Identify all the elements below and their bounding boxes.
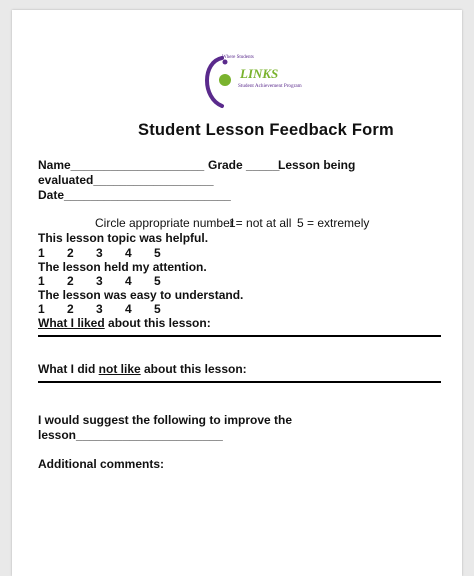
rating-option-1[interactable]: 1 (38, 246, 45, 260)
svg-text:Student Achievement Program: Student Achievement Program (238, 83, 302, 89)
suggest-answer-line[interactable]: lesson______________________ (38, 428, 223, 442)
question-2: The lesson held my attention. (38, 260, 207, 274)
grade-field-line: Grade _____ (208, 158, 280, 172)
rating-scale-3 (38, 302, 183, 316)
liked-answer-line[interactable] (38, 335, 441, 337)
rating-option-3[interactable]: 3 (96, 274, 103, 288)
rating-option-4[interactable]: 4 (125, 274, 132, 288)
did-not-like-prompt: What I did not like about this lesson: (38, 362, 247, 376)
document-page (12, 10, 462, 576)
circle-instructions: Circle appropriate number (95, 216, 234, 230)
rating-option-3[interactable]: 3 (96, 246, 103, 260)
scale-low-label: 1= not at all (229, 216, 292, 230)
suggest-prompt: I would suggest the following to improve the (38, 413, 292, 427)
rating-option-1[interactable]: 1 (38, 274, 45, 288)
liked-prompt: What I liked about this lesson: (38, 316, 211, 330)
name-field-line: Name____________________ (38, 158, 205, 172)
rating-option-2[interactable]: 2 (67, 302, 74, 316)
rating-option-4[interactable]: 4 (125, 302, 132, 316)
question-3: The lesson was easy to understand. (38, 288, 244, 302)
rating-option-5[interactable]: 5 (154, 302, 161, 316)
date-field-line: Date_________________________ (38, 188, 231, 202)
rating-option-5[interactable]: 5 (154, 274, 161, 288)
rating-option-2[interactable]: 2 (67, 274, 74, 288)
rating-option-3[interactable]: 3 (96, 302, 103, 316)
rating-option-5[interactable]: 5 (154, 246, 161, 260)
rating-scale-2 (38, 274, 183, 288)
rating-option-4[interactable]: 4 (125, 246, 132, 260)
did-not-like-answer-line[interactable] (38, 381, 441, 383)
scale-high-label: 5 = extremely (297, 216, 370, 230)
svg-text:Where Students: Where Students (222, 55, 254, 60)
additional-comments-label: Additional comments: (38, 457, 165, 471)
evaluated-field-line: evaluated__________________ (38, 173, 214, 187)
rating-scale-1 (38, 246, 183, 260)
lesson-being-label: Lesson being (278, 158, 356, 172)
rating-option-2[interactable]: 2 (67, 246, 74, 260)
links-logo (200, 50, 320, 120)
question-1: This lesson topic was helpful. (38, 231, 209, 245)
rating-option-1[interactable]: 1 (38, 302, 45, 316)
form-title: Student Lesson Feedback Form (138, 121, 394, 139)
svg-text:LINKS: LINKS (240, 66, 279, 81)
